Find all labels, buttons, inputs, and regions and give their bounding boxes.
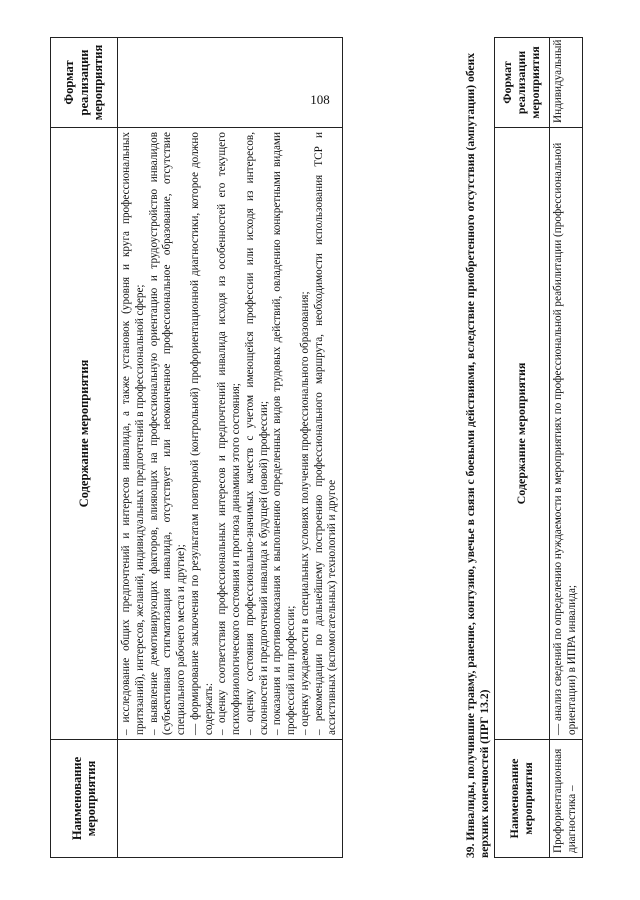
header-activity-format: Формат реализации мероприятия bbox=[51, 38, 118, 128]
cell-activity-format bbox=[118, 38, 343, 128]
content-item: – оценку соответствия профессиональных интересов и предпочтений инвалида исходя из особенностей его текущего психофизиологического состояния и прогноза динамики этого состояния; bbox=[216, 132, 243, 735]
content-item: – оценку состояния профессионально-значимых качеств с учетом имеющейся профессии или исходя из интересов, склонностей и предпочтений инвалида к будущей (новой) профессии; bbox=[243, 132, 270, 735]
page-number: 108 bbox=[310, 92, 330, 107]
section-heading: 39. Инвалиды, получившие травму, ранение, контузию, увечье в связи с боевыми действиями, вследствие приобретенного отсутствия (ампутации) обеих верхних конечностей (ПРГ 13.2) bbox=[464, 52, 492, 858]
cell-activity-name: Профориентационная диагностика – bbox=[550, 740, 583, 858]
content-item: – показания и противопоказания к выполнению определенных видов трудовых действий, овладению конкретными видами профессий или профессии; bbox=[271, 132, 298, 735]
cell-activity-name bbox=[118, 740, 343, 858]
cell-activity-content: — анализ сведений по определению нуждаемости в мероприятиях по профессиональной реабилитации (профессиональной ориентации) в ИПРА инвалида; bbox=[550, 128, 583, 740]
table-row bbox=[550, 38, 583, 858]
content-item: – выявление демотивирующих факторов, влияющих на профессиональную ориентацию и трудоустройство инвалидов (субъективная стигматизация инвалида, отсутствует или неоконченное профессиональное образование, отсутствие специального рабочего места и другие); bbox=[147, 132, 188, 735]
cell-activity-content bbox=[118, 128, 343, 740]
table-row bbox=[118, 38, 343, 858]
header-activity-content: Содержание мероприятия bbox=[495, 128, 550, 740]
rotated-page-content bbox=[50, 38, 610, 858]
header-activity-name: Наименование мероприятия bbox=[51, 740, 118, 858]
header-activity-name: Наименование мероприятия bbox=[495, 740, 550, 858]
header-activity-format: Формат реализации мероприятия bbox=[495, 38, 550, 128]
content-item: – оценку нуждаемости в специальных условиях получения профессионального образования; bbox=[298, 291, 311, 735]
table-header-row bbox=[51, 38, 118, 858]
content-item: — формирование заключения по результатам повторной (контрольной) профориентационной диагностики, которое должно содержать: bbox=[188, 132, 215, 735]
cell-activity-format: Индивидуальный bbox=[550, 38, 583, 128]
activities-table-continued bbox=[50, 37, 343, 858]
content-item: – исследование общих предпочтений и интересов инвалида, а также установок (уровня и круга профессиональных притязаний), интересов, желаний, индивидуальных предпочтений в профессиональной сфере; bbox=[120, 132, 146, 735]
table-header-row bbox=[495, 38, 550, 858]
activities-table bbox=[494, 37, 583, 858]
content-item: – рекомендации по дальнейшему построению профессионального маршрута, необходимости использования ТСР и ассистивных (вспомогательных) технологий и другое bbox=[312, 132, 339, 735]
header-activity-content: Содержание мероприятия bbox=[51, 128, 118, 740]
